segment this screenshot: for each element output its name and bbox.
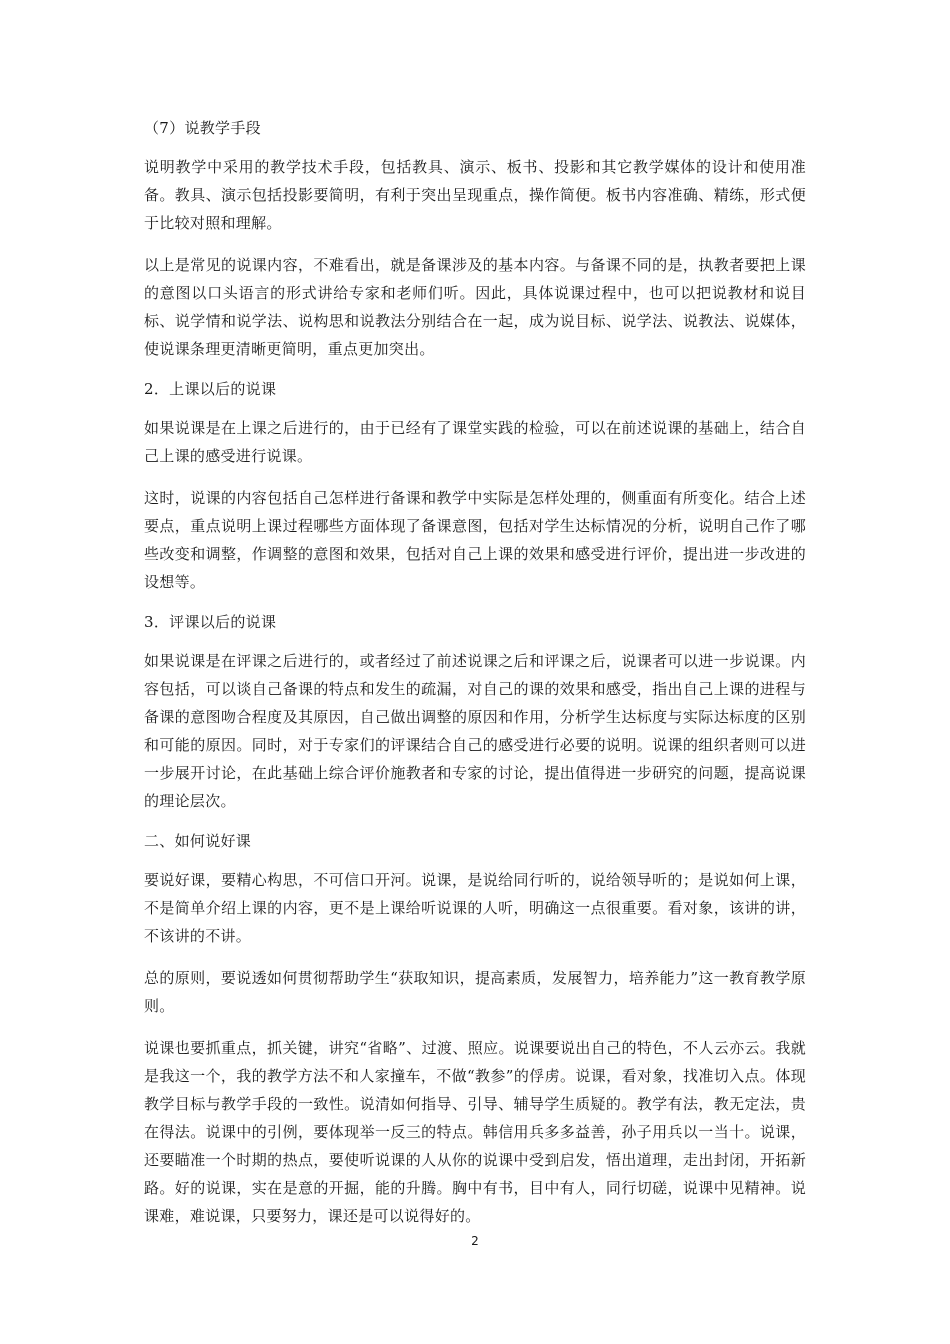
paragraph-principle: 总的原则，要说透如何贯彻帮助学生“获取知识，提高素质，发展智力，培养能力”这一教育教学原则。 — [144, 969, 806, 1015]
paragraph-teaching-means: 说明教学中采用的教学技术手段，包括教具、演示、板书、投影和其它教学媒体的设计和使用准备。教具、演示包括投影要简明，有利于突出呈现重点，操作简便。板书内容准确、精练，形式便于比较对照和理解。 — [144, 158, 806, 232]
paragraph-after-review: 如果说课是在评课之后进行的，或者经过了前述说课之后和评课之后，说课者可以进一步说课。内容包括，可以谈自己备课的特点和发生的疏漏，对自己的课的效果和感受，指出自己上课的进程与备课的意图吻合程度及其原因，自己做出调整的原因和作用，分析学生达标度与实际达标度的区别和可能的原因。同时，对于专家们的评课结合自己的感受进行必要的说明。说课的组织者则可以进一步展开讨论，在此基础上综合评价施教者和专家的讨论，提出值得进一步研究的问题，提高说课的理论层次。 — [144, 652, 806, 810]
paragraph-after-class-intro: 如果说课是在上课之后进行的，由于已经有了课堂实践的检验，可以在前述说课的基础上，结合自己上课的感受进行说课。 — [144, 419, 806, 465]
section-heading-how-to: 二、如何说好课 — [144, 832, 252, 850]
section-heading-after-class: 2．上课以后的说课 — [144, 380, 277, 398]
paragraph-how-to-intro: 要说好课，要精心构思，不可信口开河。说课，是说给同行听的，说给领导听的；是说如何上课，不是简单介绍上课的内容，更不是上课给听说课的人听，明确这一点很重要。看对象，该讲的讲，不该讲的不讲。 — [144, 871, 806, 945]
paragraph-after-class-content: 这时，说课的内容包括自己怎样进行备课和教学中实际是怎样处理的，侧重面有所变化。结合上述要点，重点说明上课过程哪些方面体现了备课意图，包括对学生达标情况的分析，说明自己作了哪些改变和调整，作调整的意图和效果，包括对自己上课的效果和感受进行评价，提出进一步改进的设想等。 — [144, 489, 806, 591]
paragraph-summary: 以上是常见的说课内容，不难看出，就是备课涉及的基本内容。与备课不同的是，执教者要把上课的意图以口头语言的形式讲给专家和老师们听。因此，具体说课过程中，也可以把说教材和说目标、说学情和说学法、说构思和说教法分别结合在一起，成为说目标、说学法、说教法、说媒体，使说课条理更清晰更简明，重点更加突出。 — [144, 256, 806, 358]
page-number: 2 — [471, 1234, 479, 1248]
document-body — [144, 116, 806, 1244]
section-heading-teaching-means: （7）说教学手段 — [144, 119, 261, 137]
section-heading-after-review: 3．评课以后的说课 — [144, 613, 277, 631]
paragraph-key-points: 说课也要抓重点，抓关键，讲究“省略”、过渡、照应。说课要说出自己的特色，不人云亦云。我就是我这一个，我的教学方法不和人家撞车，不做“教参”的俘虏。说课，看对象，找准切入点。体现教学目标与教学手段的一致性。说清如何指导、引导、辅导学生质疑的。教学有法，教无定法，贵在得法。说课中的引例，要体现举一反三的特点。韩信用兵多多益善，孙子用兵以一当十。说课，还要瞄准一个时期的热点，要使听说课的人从你的说课中受到启发，悟出道理，走出封闭，开拓新路。好的说课，实在是意的开掘，能的升腾。胸中有书，目中有人，同行切磋，说课中见精神。说课难，难说课，只要努力，课还是可以说得好的。 — [144, 1039, 806, 1225]
